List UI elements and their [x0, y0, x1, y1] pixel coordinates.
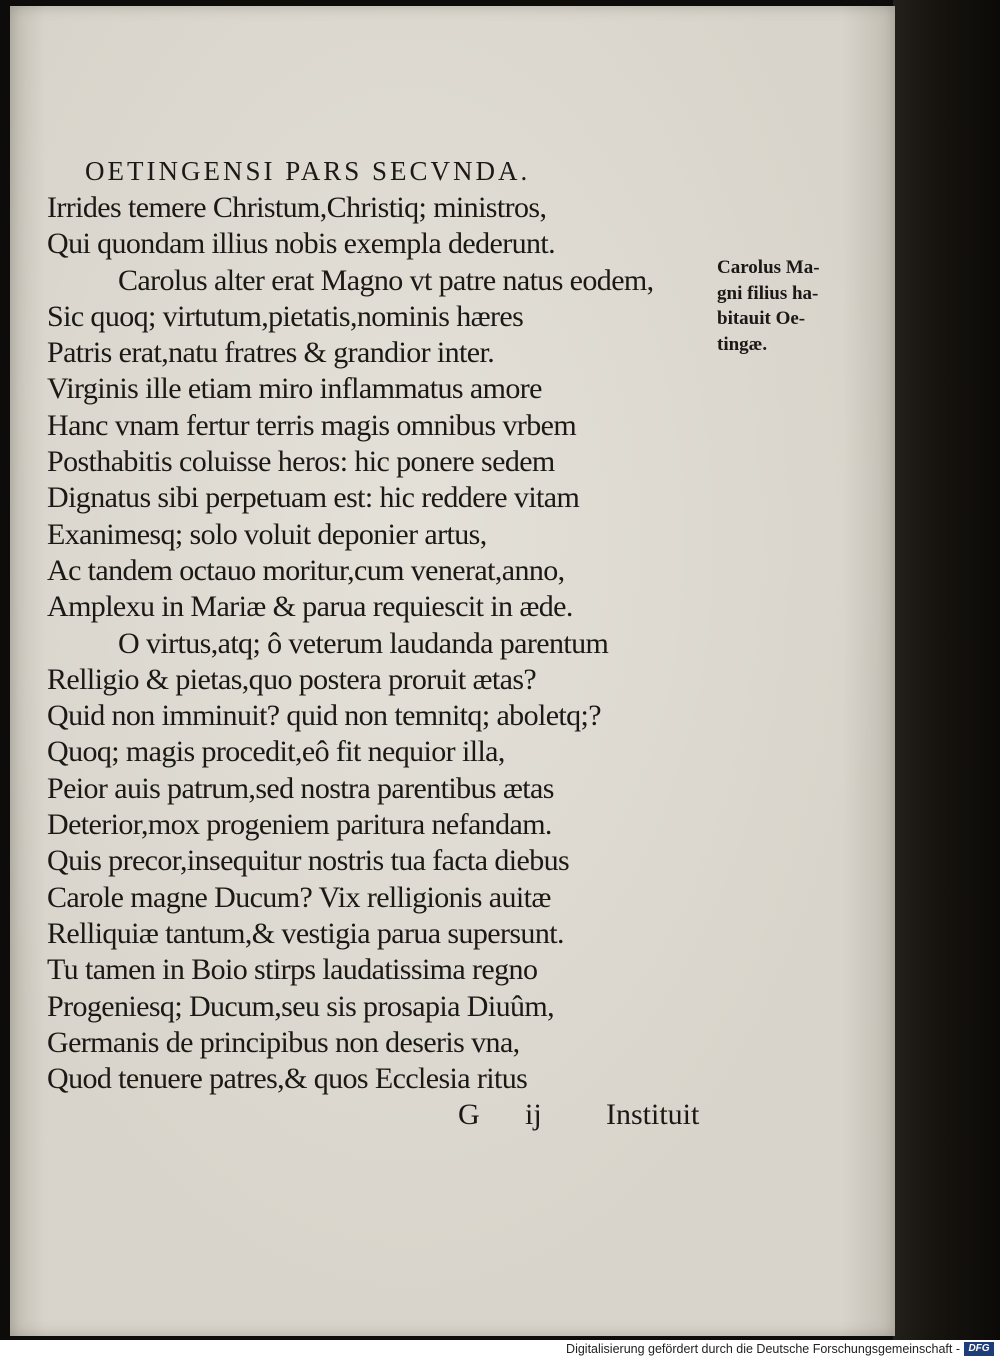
catchword: Instituit: [606, 1098, 700, 1131]
verse-line: Hanc vnam fertur terris magis omnibus vrbem: [47, 408, 577, 442]
book-page: [10, 6, 895, 1336]
verse-line: Ac tandem octauo moritur,cum venerat,anno,: [47, 553, 565, 587]
verse-line: Quis precor,insequitur nostris tua facta diebus: [47, 844, 570, 878]
signature-mark: G: [458, 1098, 480, 1131]
book-edge: [893, 0, 1000, 1340]
verse-line: Progeniesq; Ducum,seu sis prosapia Diuûm,: [47, 989, 555, 1023]
digitization-credit-bar: [0, 1340, 1000, 1359]
verse-line: Sic quoq; virtutum,pietatis,nominis hæres: [47, 299, 524, 333]
verse-line: Posthabitis coluisse heros: hic ponere sedem: [47, 445, 555, 479]
marginal-note-line: Carolus Ma-: [717, 257, 820, 278]
running-header: OETINGENSI PARS SECVNDA.: [85, 156, 531, 186]
verse-line: Germanis de principibus non deseris vna,: [47, 1025, 520, 1059]
verse-line: Tu tamen in Boio stirps laudatissima regno: [47, 953, 538, 987]
verse-line: Carolus alter erat Magno vt patre natus eodem,: [118, 263, 654, 297]
verse-line: Carole magne Ducum? Vix relligionis auitæ: [47, 880, 551, 914]
verse-line: Quoq; magis procedit,eô fit nequior illa,: [47, 735, 505, 769]
verse-line: Patris erat,natu fratres & grandior inter.: [47, 336, 495, 370]
verse-block: [47, 190, 717, 1097]
signature-number: ij: [525, 1098, 542, 1131]
marginal-note-line: bitauit Oe-: [717, 308, 806, 329]
marginal-note-line: tingæ.: [717, 333, 768, 355]
verse-line: Exanimesq; solo voluit deponier artus,: [47, 517, 487, 551]
dfg-logo[interactable]: DFG: [964, 1342, 994, 1356]
verse-line: Quod tenuere patres,& quos Ecclesia ritus: [47, 1062, 528, 1096]
verse-line: Quid non imminuit? quid non temnitq; aboletq;?: [47, 699, 602, 733]
marginal-note: [717, 255, 865, 357]
verse-line: Peior auis patrum,sed nostra parentibus ætas: [47, 771, 554, 805]
verse-line: Qui quondam illius nobis exempla dederunt.: [47, 227, 556, 261]
page-footer: [10, 1098, 895, 1138]
verse-line: Relligio & pietas,quo postera proruit ætas?: [47, 662, 537, 696]
verse-line: Dignatus sibi perpetuam est: hic reddere vitam: [47, 481, 580, 515]
verse-line: O virtus,atq; ô veterum laudanda parentum: [118, 626, 609, 660]
verse-line: Irrides temere Christum,Christiq; ministros,: [47, 191, 547, 224]
marginal-note-line: gni filius ha-: [717, 282, 819, 304]
verse-line: Virginis ille etiam miro inflammatus amore: [47, 372, 542, 406]
verse-line: Relliquiæ tantum,& vestigia parua supersunt.: [47, 916, 564, 950]
verse-line: Amplexu in Mariæ & parua requiescit in æde.: [47, 590, 573, 624]
verse-line: Deterior,mox progeniem paritura nefandam.: [47, 808, 552, 842]
credit-text: Digitalisierung gefördert durch die Deutsche Forschungsgemeinschaft -: [566, 1342, 960, 1356]
